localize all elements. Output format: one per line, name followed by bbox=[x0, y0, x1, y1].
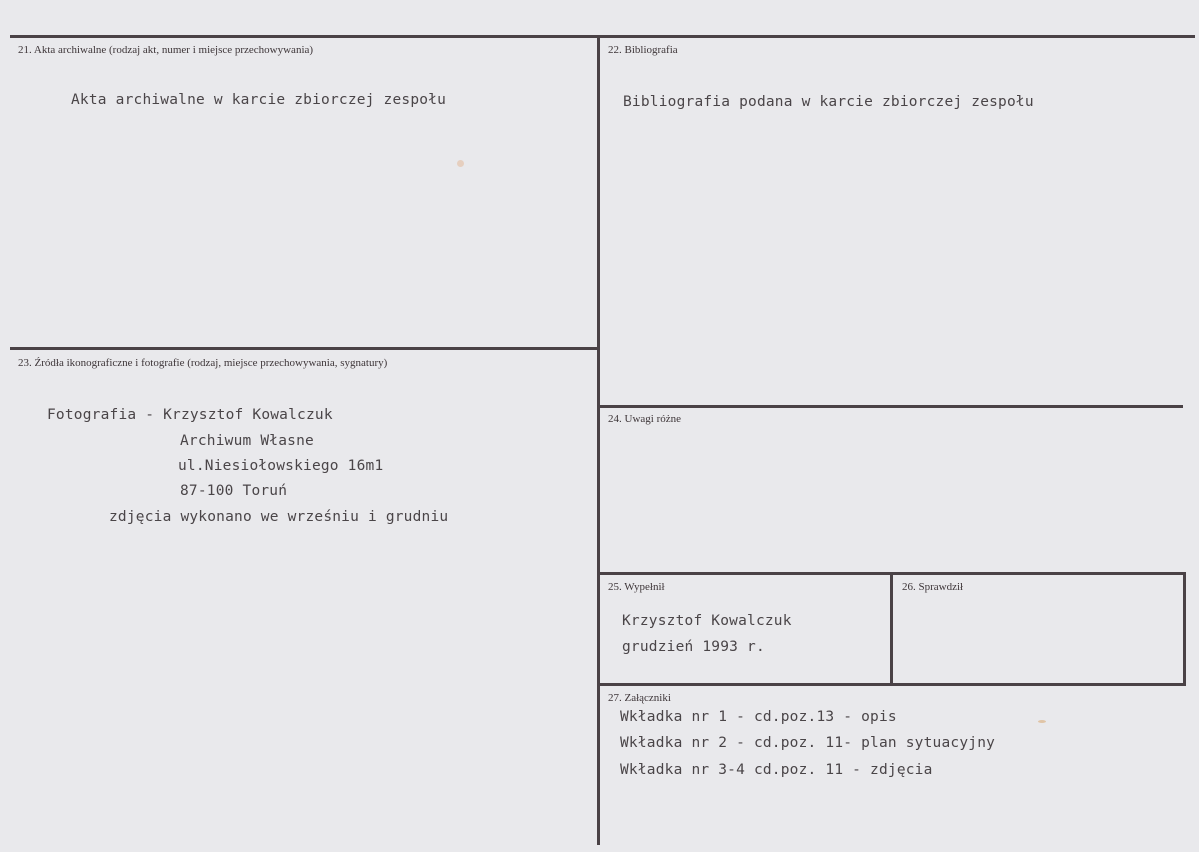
rule-under-21 bbox=[10, 347, 599, 350]
section-21-label: 21. Akta archiwalne (rodzaj akt, numer i miejsce przechowywania) bbox=[18, 44, 314, 56]
top-rule bbox=[10, 35, 1195, 38]
section-26-label: 26. Sprawdził bbox=[902, 581, 964, 593]
section-21-text: Akta archiwalne w karcie zbiorczej zespołu bbox=[71, 92, 447, 108]
right-border bbox=[1183, 572, 1186, 686]
paper-stain bbox=[1038, 720, 1046, 723]
section-27-line: Wkładka nr 2 - cd.poz. 11- plan sytuacyjny bbox=[620, 735, 996, 751]
section-27-line: Wkładka nr 3-4 cd.poz. 11 - zdjęcia bbox=[620, 762, 933, 778]
section-23-line: zdjęcia wykonano we wrześniu i grudniu bbox=[109, 509, 449, 525]
section-27-label: 27. Załączniki bbox=[608, 692, 671, 704]
section-23-line: ul.Niesiołowskiego 16m1 bbox=[178, 458, 384, 474]
section-24-label: 24. Uwagi różne bbox=[608, 413, 682, 425]
paper-stain bbox=[457, 160, 464, 167]
section-25-line: Krzysztof Kowalczuk bbox=[622, 613, 792, 629]
center-divider bbox=[597, 35, 600, 845]
section-25-line: grudzień 1993 r. bbox=[622, 639, 765, 655]
section-23-line: 87-100 Toruń bbox=[180, 483, 288, 499]
section-23-line: Archiwum Własne bbox=[180, 433, 314, 449]
section-25-label: 25. Wypełnił bbox=[608, 581, 665, 593]
rule-under-22 bbox=[599, 405, 1183, 408]
section-23-label: 23. Źródła ikonograficzne i fotografie (rodzaj, miejsce przechowywania, sygnatury) bbox=[18, 357, 388, 369]
section-27-line: Wkładka nr 1 - cd.poz.13 - opis bbox=[620, 709, 897, 725]
section-23-line: Fotografia - Krzysztof Kowalczuk bbox=[47, 407, 333, 423]
divider-25-26 bbox=[890, 572, 893, 684]
rule-under-25 bbox=[599, 683, 1183, 686]
section-22-label: 22. Bibliografia bbox=[608, 44, 678, 56]
section-22-text: Bibliografia podana w karcie zbiorczej zespołu bbox=[623, 94, 1034, 110]
